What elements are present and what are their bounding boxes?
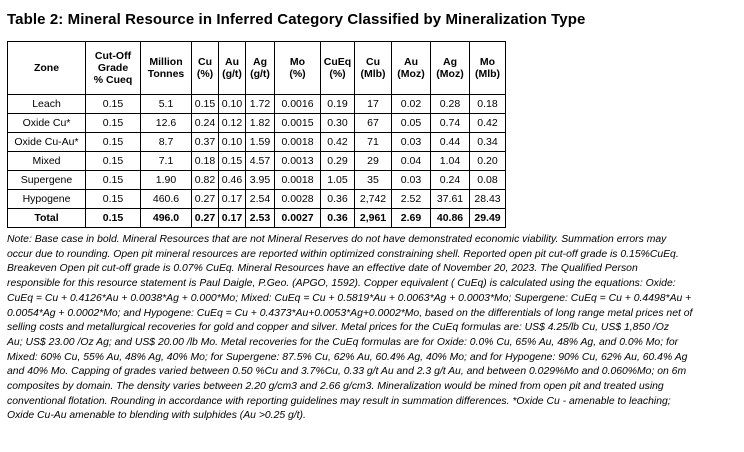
value-cell: 0.0028 (275, 190, 321, 209)
value-cell: 0.17 (219, 209, 246, 228)
value-cell: 496.0 (141, 209, 192, 228)
column-header (470, 42, 506, 95)
value-cell: 2,742 (355, 190, 392, 209)
value-cell: 0.12 (219, 114, 246, 133)
value-cell: 0.74 (431, 114, 470, 133)
column-header-line: Mo (479, 56, 496, 68)
value-cell: 1.82 (246, 114, 275, 133)
column-header-line: (%) (329, 68, 346, 80)
value-cell: 28.43 (470, 190, 506, 209)
value-cell: 0.24 (192, 114, 219, 133)
value-cell: 0.05 (392, 114, 431, 133)
value-cell: 1.04 (431, 152, 470, 171)
column-header (192, 42, 219, 95)
value-cell: 0.46 (219, 171, 246, 190)
note-line: and 40% Mo. Capping of grades varied between 0.50 %Cu and 3.7%Cu, 0.33 g/t Au and 2.3 g/t Au, and between 0.029%Mo and 0.060%Mo; on 6m (7, 366, 687, 378)
note-line: composites by domain. The density varies between 2.20 g/cm3 and 2.66 g/cm3. Mineralization would be mined from open pit and treated using (7, 381, 664, 393)
value-cell: 1.59 (246, 133, 275, 152)
zone-cell: Supergene (8, 171, 86, 190)
table-row (8, 114, 506, 133)
value-cell: 0.03 (392, 171, 431, 190)
value-cell: 0.27 (192, 209, 219, 228)
mineral-resource-table (7, 41, 506, 228)
value-cell: 0.36 (321, 209, 355, 228)
value-cell: 0.15 (192, 95, 219, 114)
column-header-line: Tonnes (147, 68, 185, 80)
value-cell: 67 (355, 114, 392, 133)
zone-cell: Oxide Cu-Au* (8, 133, 86, 152)
column-header-line: (%) (289, 68, 306, 80)
value-cell: 0.02 (392, 95, 431, 114)
value-cell: 2.69 (392, 209, 431, 228)
value-cell: 0.36 (321, 190, 355, 209)
value-cell: 5.1 (141, 95, 192, 114)
table-row (8, 133, 506, 152)
value-cell: 2.54 (246, 190, 275, 209)
value-cell: 0.03 (392, 133, 431, 152)
value-cell: 1.72 (246, 95, 275, 114)
value-cell: 0.15 (86, 190, 141, 209)
value-cell: 0.42 (470, 114, 506, 133)
table-note (7, 233, 737, 424)
column-header (219, 42, 246, 95)
column-header (275, 42, 321, 95)
table-row (8, 95, 506, 114)
column-header-line: Grade (97, 62, 129, 74)
note-line: 0.0054*Ag + 0.0002*Mo; and Hypogene: CuEq = Cu + 0.4373*Au+0.0053*Ag+0.0002*Mo, based on the differentials of long range metal prices net of (7, 307, 693, 319)
value-cell: 0.15 (86, 152, 141, 171)
zone-cell: Total (8, 209, 86, 228)
note-line: CuEq = Cu + 0.4126*Au + 0.0038*Ag + 0.000*Mo; Mixed: CuEq = Cu + 0.5819*Au + 0.0063*Ag + 0.0003*Mo; Supergene: CuEq = Cu + 0.4498*Au + (7, 292, 692, 304)
column-header-line: Au (225, 56, 239, 68)
value-cell: 40.86 (431, 209, 470, 228)
column-header (321, 42, 355, 95)
column-header-line: (g/t) (222, 68, 242, 80)
value-cell: 0.15 (86, 209, 141, 228)
note-line: occur due to rounding. Open pit mineral resources are reported within optimized constraining shell. Reported open pit cut-off grade is 0.15%CuEq. (7, 248, 679, 260)
value-cell: 0.19 (321, 95, 355, 114)
value-cell: 0.24 (431, 171, 470, 190)
column-header-line: Cu (198, 56, 212, 68)
value-cell: 460.6 (141, 190, 192, 209)
column-header-line: Ag (443, 56, 457, 68)
value-cell: 35 (355, 171, 392, 190)
zone-cell: Hypogene (8, 190, 86, 209)
value-cell: 0.0018 (275, 133, 321, 152)
value-cell: 0.0013 (275, 152, 321, 171)
value-cell: 17 (355, 95, 392, 114)
value-cell: 2.52 (392, 190, 431, 209)
value-cell: 0.08 (470, 171, 506, 190)
zone-cell: Mixed (8, 152, 86, 171)
note-line: Mixed: 60% Cu, 55% Au, 48% Ag, 40% Mo; for Supergene: 87.5% Cu, 62% Au, 60.4% Ag, 40% Mo; and for Hypogene: 90% Cu, 62% Au, 60.4% Ag (7, 351, 688, 363)
value-cell: 7.1 (141, 152, 192, 171)
value-cell: 0.20 (470, 152, 506, 171)
zone-cell: Oxide Cu* (8, 114, 86, 133)
value-cell: 0.10 (219, 95, 246, 114)
table-title: Table 2: Mineral Resource in Inferred Category Classified by Mineralization Type (7, 11, 586, 28)
value-cell: 0.30 (321, 114, 355, 133)
column-header-line: Cu (366, 56, 380, 68)
value-cell: 0.0015 (275, 114, 321, 133)
column-header-line: Cut-Off (94, 50, 132, 62)
value-cell: 0.17 (219, 190, 246, 209)
value-cell: 71 (355, 133, 392, 152)
total-row (8, 209, 506, 228)
value-cell: 0.42 (321, 133, 355, 152)
column-header-line: Zone (33, 62, 60, 74)
value-cell: 0.15 (86, 171, 141, 190)
column-header-line: Au (404, 56, 418, 68)
value-cell: 0.15 (219, 152, 246, 171)
zone-cell: Leach (8, 95, 86, 114)
value-cell: 0.0016 (275, 95, 321, 114)
column-header (86, 42, 141, 95)
column-header-line: (%) (196, 68, 214, 80)
value-cell: 0.27 (192, 190, 219, 209)
note-line: selling costs and metallurgical recoveries for gold and copper and silver. Metal prices for the CuEq formulas are: US$ 4.25/lb Cu, US$ 1,850 /Oz (7, 322, 670, 334)
note-line: conventional flotation. Rounding in accordance with reporting guidelines may result in summation differences. *Oxide Cu - amenable to leaching; (7, 395, 671, 407)
value-cell: 0.15 (86, 95, 141, 114)
column-header-line: Million (149, 56, 183, 68)
value-cell: 0.29 (321, 152, 355, 171)
value-cell: 0.04 (392, 152, 431, 171)
value-cell: 0.18 (470, 95, 506, 114)
value-cell: 0.15 (86, 133, 141, 152)
value-cell: 0.34 (470, 133, 506, 152)
table-row (8, 152, 506, 171)
note-line: Breakeven Open pit cut-off grade is 0.07% CuEq. Mineral Resources have an effective date of November 20, 2023. The Qualified Person (7, 263, 638, 275)
column-header-line: Ag (253, 56, 267, 68)
column-header (355, 42, 392, 95)
header-row (8, 42, 506, 95)
column-header-line: (Moz) (397, 68, 425, 80)
value-cell: 0.18 (192, 152, 219, 171)
column-header-line: (Mlb) (360, 68, 386, 80)
column-header (246, 42, 275, 95)
value-cell: 1.05 (321, 171, 355, 190)
value-cell: 0.0027 (275, 209, 321, 228)
value-cell: 2,961 (355, 209, 392, 228)
note-line: Au; US$ 23.00 /Oz Ag; and US$ 20.00 /lb Mo. Metal recoveries for the CuEq formulas are for Oxide: 0.0% Cu, 65% Au, 48% Ag, and 0.0% Mo; for (7, 336, 679, 348)
column-header-line: % Cueq (93, 74, 133, 86)
table-row (8, 190, 506, 209)
value-cell: 3.95 (246, 171, 275, 190)
value-cell: 0.15 (86, 114, 141, 133)
table-row (8, 171, 506, 190)
value-cell: 0.10 (219, 133, 246, 152)
value-cell: 37.61 (431, 190, 470, 209)
column-header (392, 42, 431, 95)
note-line: Oxide Cu-Au amenable to blending with sulphides (Au >0.25 g/t). (7, 410, 306, 422)
value-cell: 4.57 (246, 152, 275, 171)
value-cell: 12.6 (141, 114, 192, 133)
column-header-line: (Moz) (436, 68, 464, 80)
value-cell: 0.0018 (275, 171, 321, 190)
value-cell: 0.28 (431, 95, 470, 114)
value-cell: 2.53 (246, 209, 275, 228)
column-header (431, 42, 470, 95)
column-header-line: Mo (289, 56, 306, 68)
value-cell: 0.82 (192, 171, 219, 190)
column-header-line: CuEq (323, 56, 352, 68)
value-cell: 29 (355, 152, 392, 171)
column-header (8, 42, 86, 95)
value-cell: 29.49 (470, 209, 506, 228)
value-cell: 8.7 (141, 133, 192, 152)
value-cell: 1.90 (141, 171, 192, 190)
column-header (141, 42, 192, 95)
value-cell: 0.37 (192, 133, 219, 152)
value-cell: 0.44 (431, 133, 470, 152)
column-header-line: (Mlb) (474, 68, 501, 80)
column-header-line: (g/t) (250, 68, 270, 80)
note-line: responsible for this resource statement is Paul Daigle, P.Geo. (APGO, 1592). Copper equivalent ( CuEq) is calculated using the equations: Oxide: (7, 278, 676, 290)
note-line: Note: Base case in bold. Mineral Resources that are not Mineral Reserves do not have demonstrated economic viability. Summation errors may (7, 234, 667, 245)
